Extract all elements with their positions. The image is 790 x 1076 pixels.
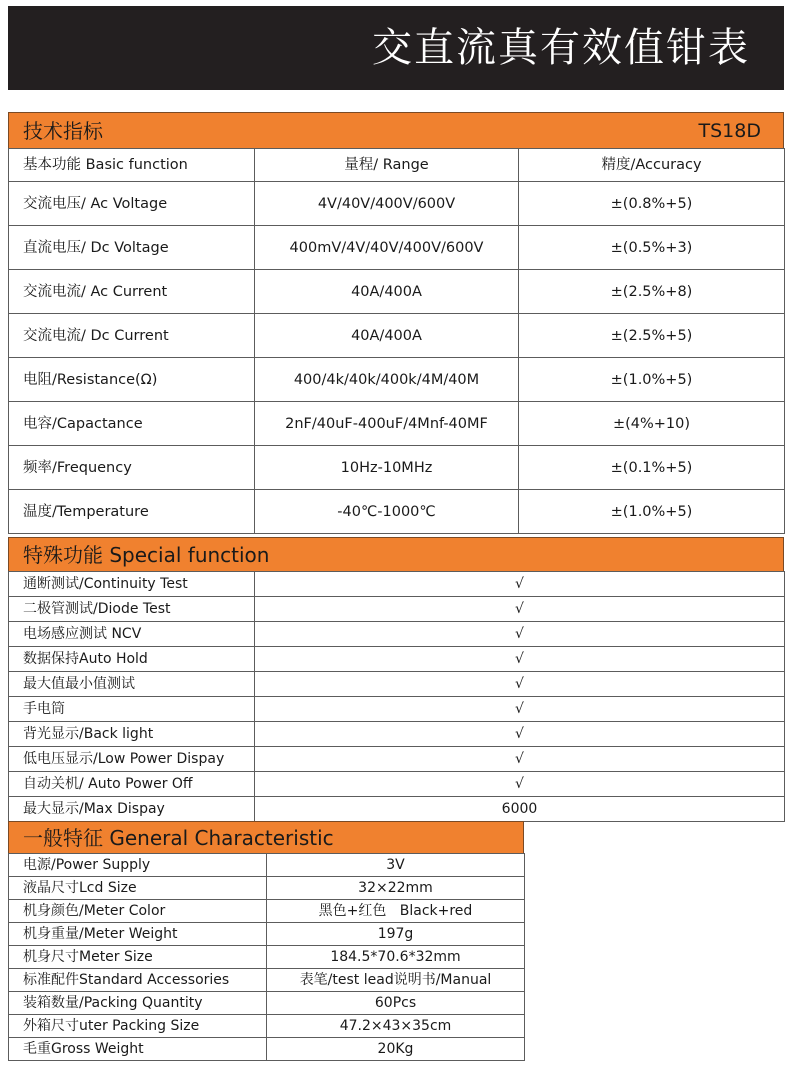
feature-cell: 二极管测试/Diode Test <box>9 597 255 622</box>
accuracy-cell: ±(1.0%+5) <box>519 358 785 402</box>
table-row <box>9 946 525 969</box>
characteristic-cell: 液晶尺寸Lcd Size <box>9 877 267 900</box>
table-row <box>9 270 785 314</box>
accuracy-cell: ±(0.5%+3) <box>519 226 785 270</box>
function-cell: 频率/Frequency <box>9 446 255 490</box>
characteristic-value-cell: 47.2×43×35cm <box>267 1015 525 1038</box>
characteristic-value-cell: 表笔/test lead说明书/Manual <box>267 969 525 992</box>
function-cell: 温度/Temperature <box>9 490 255 534</box>
table-row <box>9 747 785 772</box>
feature-value-cell: 6000 <box>255 797 785 822</box>
table-row <box>9 672 785 697</box>
range-cell: 40A/400A <box>255 270 519 314</box>
characteristic-cell: 机身重量/Meter Weight <box>9 923 267 946</box>
function-cell: 交流电流/ Ac Current <box>9 270 255 314</box>
table-row <box>9 182 785 226</box>
feature-value-cell: √ <box>255 697 785 722</box>
characteristic-value-cell: 60Pcs <box>267 992 525 1015</box>
characteristic-value-cell: 3V <box>267 854 525 877</box>
feature-value-cell: √ <box>255 572 785 597</box>
table-row <box>9 572 785 597</box>
characteristic-cell: 装箱数量/Packing Quantity <box>9 992 267 1015</box>
range-cell: 4V/40V/400V/600V <box>255 182 519 226</box>
special-function-table <box>8 571 785 822</box>
table-row <box>9 446 785 490</box>
table-row <box>9 923 525 946</box>
range-cell: 10Hz-10MHz <box>255 446 519 490</box>
feature-value-cell: √ <box>255 647 785 672</box>
feature-value-cell: √ <box>255 772 785 797</box>
accuracy-cell: ±(0.8%+5) <box>519 182 785 226</box>
table-row <box>9 900 525 923</box>
table-row <box>9 722 785 747</box>
characteristic-cell: 外箱尺寸uter Packing Size <box>9 1015 267 1038</box>
table-row <box>9 402 785 446</box>
special-section-title: 特殊功能 Special function <box>23 543 270 567</box>
model-number: TS18D <box>698 120 761 142</box>
table-row <box>9 772 785 797</box>
feature-cell: 最大显示/Max Dispay <box>9 797 255 822</box>
feature-value-cell: √ <box>255 597 785 622</box>
range-cell: -40℃-1000℃ <box>255 490 519 534</box>
characteristic-value-cell: 20Kg <box>267 1038 525 1061</box>
function-cell: 交流电压/ Ac Voltage <box>9 182 255 226</box>
accuracy-cell: ±(0.1%+5) <box>519 446 785 490</box>
general-section-title: 一般特征 General Characteristic <box>23 826 334 850</box>
range-cell: 2nF/40uF-400uF/4Mnf-40MF <box>255 402 519 446</box>
header-cell-accuracy: 精度/Accuracy <box>519 149 785 182</box>
characteristic-cell: 电源/Power Supply <box>9 854 267 877</box>
function-cell: 交流电流/ Dc Current <box>9 314 255 358</box>
feature-cell: 通断测试/Continuity Test <box>9 572 255 597</box>
feature-cell: 低电压显示/Low Power Dispay <box>9 747 255 772</box>
title-banner <box>8 6 784 90</box>
page-title: 交直流真有效值钳表 <box>372 25 750 71</box>
table-row <box>9 597 785 622</box>
feature-value-cell: √ <box>255 722 785 747</box>
accuracy-cell: ±(4%+10) <box>519 402 785 446</box>
feature-cell: 最大值最小值测试 <box>9 672 255 697</box>
table-row <box>9 992 525 1015</box>
feature-value-cell: √ <box>255 672 785 697</box>
range-cell: 400/4k/40k/400k/4M/40M <box>255 358 519 402</box>
function-cell: 电阻/Resistance(Ω) <box>9 358 255 402</box>
table-row <box>9 697 785 722</box>
characteristic-cell: 机身颜色/Meter Color <box>9 900 267 923</box>
characteristic-value-cell: 197g <box>267 923 525 946</box>
feature-value-cell: √ <box>255 622 785 647</box>
table-row <box>9 358 785 402</box>
header-cell-function: 基本功能 Basic function <box>9 149 255 182</box>
table-row <box>9 490 785 534</box>
table-header-row <box>9 149 785 182</box>
characteristic-cell: 标准配件Standard Accessories <box>9 969 267 992</box>
general-section-header <box>8 821 524 854</box>
feature-value-cell: √ <box>255 747 785 772</box>
general-characteristic-table <box>8 853 525 1061</box>
range-cell: 40A/400A <box>255 314 519 358</box>
characteristic-value-cell: 32×22mm <box>267 877 525 900</box>
tech-section-title: 技术指标 <box>23 119 103 143</box>
characteristic-cell: 毛重Gross Weight <box>9 1038 267 1061</box>
feature-cell: 手电筒 <box>9 697 255 722</box>
table-row <box>9 314 785 358</box>
tech-spec-table <box>8 148 785 534</box>
characteristic-value-cell: 184.5*70.6*32mm <box>267 946 525 969</box>
characteristic-value-cell: 黑色+红色 Black+red <box>267 900 525 923</box>
tech-section-header <box>8 112 784 149</box>
feature-cell: 自动关机/ Auto Power Off <box>9 772 255 797</box>
characteristic-cell: 机身尺寸Meter Size <box>9 946 267 969</box>
feature-cell: 背光显示/Back light <box>9 722 255 747</box>
accuracy-cell: ±(2.5%+5) <box>519 314 785 358</box>
special-section-header <box>8 537 784 572</box>
table-row <box>9 877 525 900</box>
table-row <box>9 226 785 270</box>
function-cell: 直流电压/ Dc Voltage <box>9 226 255 270</box>
table-row <box>9 854 525 877</box>
header-cell-range: 量程/ Range <box>255 149 519 182</box>
table-row <box>9 1038 525 1061</box>
accuracy-cell: ±(1.0%+5) <box>519 490 785 534</box>
accuracy-cell: ±(2.5%+8) <box>519 270 785 314</box>
table-row <box>9 969 525 992</box>
function-cell: 电容/Capactance <box>9 402 255 446</box>
table-row <box>9 1015 525 1038</box>
table-row <box>9 797 785 822</box>
range-cell: 400mV/4V/40V/400V/600V <box>255 226 519 270</box>
feature-cell: 电场感应测试 NCV <box>9 622 255 647</box>
feature-cell: 数据保持Auto Hold <box>9 647 255 672</box>
table-row <box>9 622 785 647</box>
table-row <box>9 647 785 672</box>
